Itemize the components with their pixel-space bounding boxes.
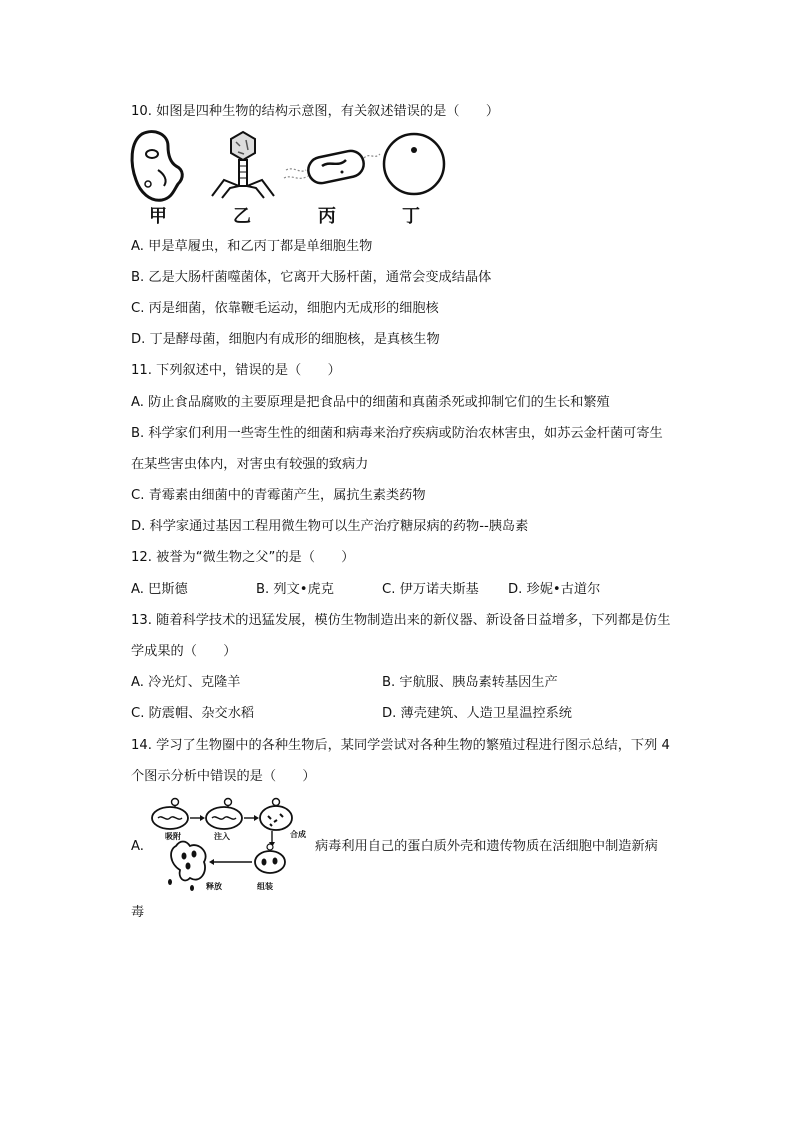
virus-replication-diagram [148,794,314,894]
q11-option-c: C. 青霉素由细菌中的青霉菌产生，属抗生素类药物 [131,488,426,503]
q11-stem: 11. 下列叙述中，错误的是（ ） [131,363,341,378]
q12-option-b: B. 列文•虎克 [256,582,334,597]
q13-stem-line1: 13. 随着科学技术的迅猛发展，模仿生物制造出来的新仪器、新设备日益增多，下列都是仿生 [131,613,671,628]
paramecium-figure [128,128,190,206]
q12-stem: 12. 被誉为“微生物之父”的是（ ） [131,550,355,565]
bacterium-figure [282,140,382,190]
figure-caption-1: 甲 [149,206,167,227]
diagram-label-synthesize: 合成 [290,830,306,839]
diagram-label-assemble: 组装 [257,882,273,891]
q12-option-a: A. 巴斯德 [131,582,188,597]
q12-option-c: C. 伊万诺夫斯基 [382,582,479,597]
q13-option-c: C. 防震帽、杂交水稻 [131,706,255,721]
q10-option-a: A. 甲是草履虫，和乙丙丁都是单细胞生物 [131,239,373,254]
q10-stem: 10. 如图是四种生物的结构示意图，有关叙述错误的是（ ） [131,104,500,119]
q12-option-d: D. 珍妮•古道尔 [508,582,601,597]
q13-option-d: D. 薄壳建筑、人造卫星温控系统 [382,706,572,721]
yeast-cell-figure [380,130,448,198]
q11-option-a: A. 防止食品腐败的主要原理是把食品中的细菌和真菌杀死或抑制它们的生长和繁殖 [131,395,610,410]
q11-option-d: D. 科学家通过基因工程用微生物可以生产治疗糖尿病的药物--胰岛素 [131,519,529,534]
bacteriophage-figure [208,130,278,200]
q14-stem-line2: 个图示分析中错误的是（ ） [131,769,316,784]
diagram-label-release: 释放 [206,882,222,891]
q10-option-c: C. 丙是细菌，依靠鞭毛运动，细胞内无成形的细胞核 [131,301,439,316]
diagram-label-adsorb: 吸附 [165,832,181,841]
q14-option-a-text-continued: 毒 [131,905,145,920]
q14-option-a-label: A. [131,839,144,854]
diagram-label-inject: 注入 [214,832,230,841]
q14-option-a-text: 病毒利用自己的蛋白质外壳和遗传物质在活细胞中制造新病 [315,839,658,854]
q11-option-b-continued: 在某些害虫体内，对害虫有较强的致病力 [131,457,369,472]
q10-option-b: B. 乙是大肠杆菌噬菌体，它离开大肠杆菌，通常会变成结晶体 [131,270,492,285]
q11-option-b: B. 科学家们利用一些寄生性的细菌和病毒来治疗疾病或防治农林害虫，如苏云金杆菌可寄生 [131,426,663,441]
figure-caption-4: 丁 [402,206,420,227]
q13-stem-line2: 学成果的（ ） [131,644,237,659]
q13-option-b: B. 宇航服、胰岛素转基因生产 [382,675,558,690]
figure-caption-3: 丙 [318,206,336,227]
figure-caption-2: 乙 [233,206,251,227]
q14-stem-line1: 14. 学习了生物圈中的各种生物后，某同学尝试对各种生物的繁殖过程进行图示总结，下列 4 [131,738,670,753]
q10-option-d: D. 丁是酵母菌，细胞内有成形的细胞核，是真核生物 [131,332,440,347]
q13-option-a: A. 冷光灯、克隆羊 [131,675,241,690]
